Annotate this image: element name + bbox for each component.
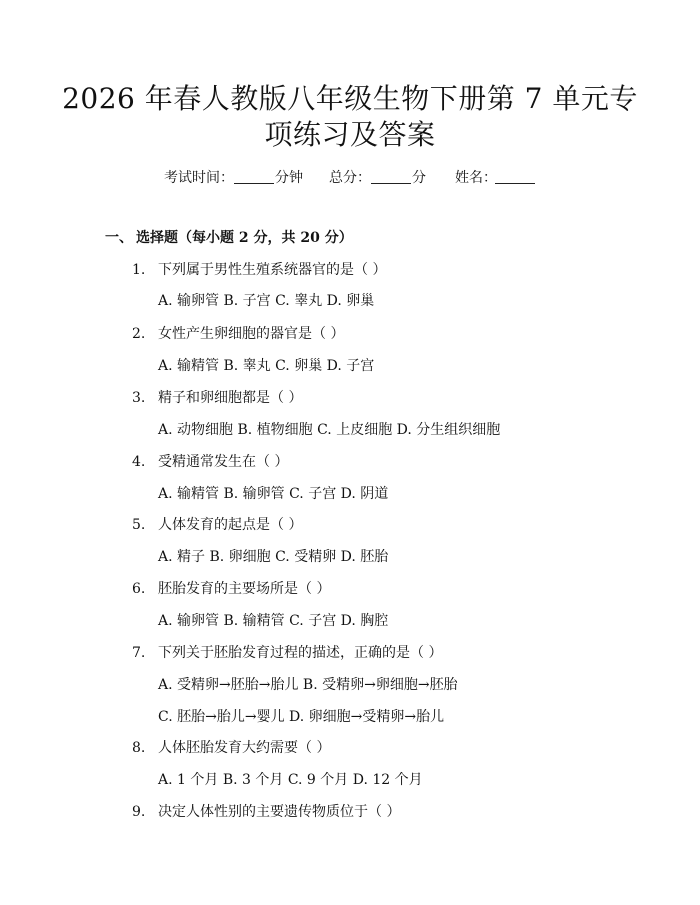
total-score-unit: 分	[412, 170, 426, 186]
question-stem: 胚胎发育的主要场所是（ ）	[158, 581, 331, 597]
document-title-line-1: 2026 年春人教版八年级生物下册第 7 单元专	[62, 82, 638, 115]
question-number: 7.	[132, 645, 146, 661]
question-5-options: A. 精子 B. 卵细胞 C. 受精卵 D. 胚胎	[158, 549, 389, 565]
question-8-options: A. 1 个月 B. 3 个月 C. 9 个月 D. 12 个月	[158, 772, 423, 788]
question-stem: 决定人体性别的主要遗传物质位于（ ）	[158, 804, 401, 820]
section-number: 一、	[105, 230, 133, 246]
total-score-blank	[371, 169, 411, 184]
question-7-options-cd: C. 胚胎→胎儿→婴儿 D. 卵细胞→受精卵→胎儿	[158, 709, 445, 725]
question-stem: 人体发育的起点是（ ）	[158, 517, 303, 533]
question-stem: 下列关于胚胎发育过程的描述，正确的是（ ）	[158, 645, 443, 661]
question-number: 5.	[132, 517, 146, 533]
question-3-options: A. 动物细胞 B. 植物细胞 C. 上皮细胞 D. 分生组织细胞	[158, 422, 501, 438]
question-1-options: A. 输卵管 B. 子宫 C. 睾丸 D. 卵巢	[158, 293, 375, 309]
question-7-options-ab: A. 受精卵→胚胎→胎儿 B. 受精卵→卵细胞→胚胎	[158, 677, 458, 693]
question-stem: 受精通常发生在（ ）	[158, 454, 289, 470]
question-6-options: A. 输卵管 B. 输精管 C. 子宫 D. 胸腔	[158, 613, 389, 629]
section-title: 选择题（每小题 2 分，共 20 分）	[136, 230, 353, 246]
question-stem: 精子和卵细胞都是（ ）	[158, 390, 303, 406]
student-name-blank	[495, 169, 535, 184]
question-4-options: A. 输精管 B. 输卵管 C. 子宫 D. 阴道	[158, 486, 389, 502]
student-name-label: 姓名：	[455, 170, 497, 186]
question-number: 1.	[132, 262, 146, 278]
total-score-label: 总分：	[329, 170, 371, 186]
question-number: 4.	[132, 454, 146, 470]
question-number: 2.	[132, 326, 146, 342]
question-number: 9.	[132, 804, 146, 820]
question-stem: 人体胚胎发育大约需要（ ）	[158, 740, 331, 756]
question-number: 6.	[132, 581, 146, 597]
question-number: 8.	[132, 740, 146, 756]
question-number: 3.	[132, 390, 146, 406]
question-2-options: A. 输精管 B. 睾丸 C. 卵巢 D. 子宫	[158, 358, 375, 374]
document-title-line-2: 项练习及答案	[264, 118, 436, 151]
question-stem: 女性产生卵细胞的器官是（ ）	[158, 326, 345, 342]
exam-time-label: 考试时间：	[164, 170, 234, 186]
exam-time-unit: 分钟	[275, 170, 303, 186]
question-stem: 下列属于男性生殖系统器官的是（ ）	[158, 262, 387, 278]
exam-time-blank	[234, 169, 274, 184]
